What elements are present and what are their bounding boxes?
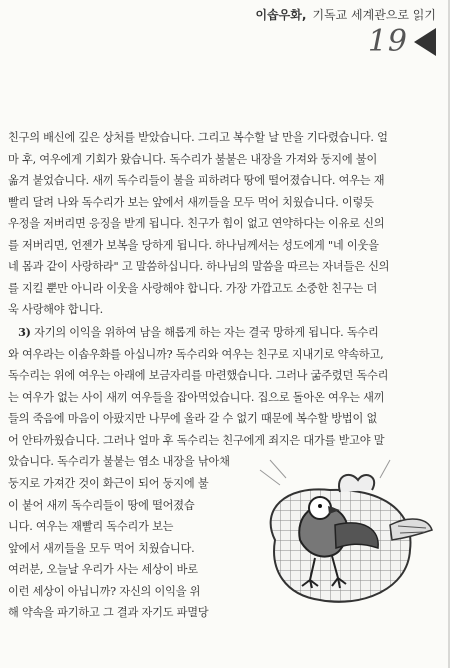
text-line: 우정을 저버리면 응징을 받게 됩니다. 친구가 힘이 없고 연약하다는 이유로 신의 (8, 217, 385, 230)
series-title-bold: 이솝우화, (255, 8, 307, 22)
text-line: 마 후, 여우에게 기회가 왔습니다. 독수리가 불붙은 내장을 가져와 둥지에 불이 (8, 152, 378, 166)
paragraph-1 (8, 127, 428, 321)
text-line: 들의 죽음에 마음이 아팠지만 나무에 올라 갈 수 없기 때문에 복수할 방법이 없 (8, 412, 378, 425)
text-line: 욱 사랑해야 합니다. (8, 303, 103, 316)
text-line: 이런 세상이 아닙니까? 자신의 이익을 위 (8, 584, 201, 598)
text-line: 이 붙어 새끼 독수리들이 땅에 떨어졌습 (8, 498, 195, 512)
text-line: 독수리는 위에 여우는 아래에 보금자리를 마련했습니다. 그러나 굶주렸던 독수리 (8, 369, 389, 382)
page-number: 19 (367, 24, 408, 59)
text-line: 와 여우라는 이솝우화를 아십니까? 독수리와 여우는 친구로 지내기로 약속하고, (8, 347, 384, 361)
text-line: 둥지로 가져간 것이 화근이 되어 둥지에 불 (8, 477, 209, 490)
text-line: 앞에서 새끼들을 모두 먹어 치웠습니다. (8, 541, 195, 555)
text-line: 빨리 달려 나와 독수리가 보는 앞에서 새끼들을 모두 먹어 치웠습니다. 이렇듯 (8, 195, 374, 209)
text-line: 어 안타까웠습니다. 그러나 얼마 후 독수리는 친구에게 죄지은 대가를 받고야 말 (8, 433, 385, 447)
text-line: 친구의 배신에 깊은 상처를 받았습니다. 그리고 복수할 날 만을 기다렸습니다. 얼 (8, 131, 388, 144)
text-line: 여러분, 오늘날 우리가 사는 세상이 바로 (8, 563, 198, 576)
text-line: 해 약속을 파기하고 그 결과 자기도 파멸당 (8, 606, 209, 619)
item-number: 3) (18, 325, 31, 339)
text-line: 를 지킬 뿐만 아니라 이웃을 사랑해야 합니다. 가장 가깝고도 소중한 친구는 더 (8, 281, 378, 295)
page-number-block (368, 24, 436, 59)
running-header (256, 6, 437, 23)
paragraph-3 (8, 473, 238, 624)
text-line: 옮겨 붙었습니다. 새끼 독수리들이 불을 피하려다 땅에 떨어졌습니다. 여우는 재 (8, 174, 385, 187)
series-title-rest: 기독교 세계관으로 읽기 (312, 8, 436, 22)
text-line: 니다. 여우는 재빨리 독수리가 보는 (8, 520, 174, 533)
text-line: 자기의 이익을 위하여 남을 해롭게 하는 자는 결국 망하게 됩니다. 독수리 (34, 326, 379, 339)
text-line: 는 여우가 없는 사이 새끼 여우들을 잡아먹었습니다. 집으로 돌아온 여우는 새끼 (8, 390, 385, 404)
text-line-first (8, 322, 428, 344)
eagle-on-fox-sack-illustration (240, 430, 440, 620)
triangle-left-icon (414, 28, 436, 56)
text-line: 를 저버리면, 언젠가 보복을 당하게 됩니다. 하나님께서는 성도에게 "네 이웃을 (8, 238, 379, 252)
text-line: 았습니다. 독수리가 불붙는 염소 내장을 낚아채 (8, 455, 230, 468)
text-line: 네 몸과 같이 사랑하라" 고 말씀하십니다. 하나님의 말씀을 따르는 자녀들은 신의 (8, 260, 390, 273)
